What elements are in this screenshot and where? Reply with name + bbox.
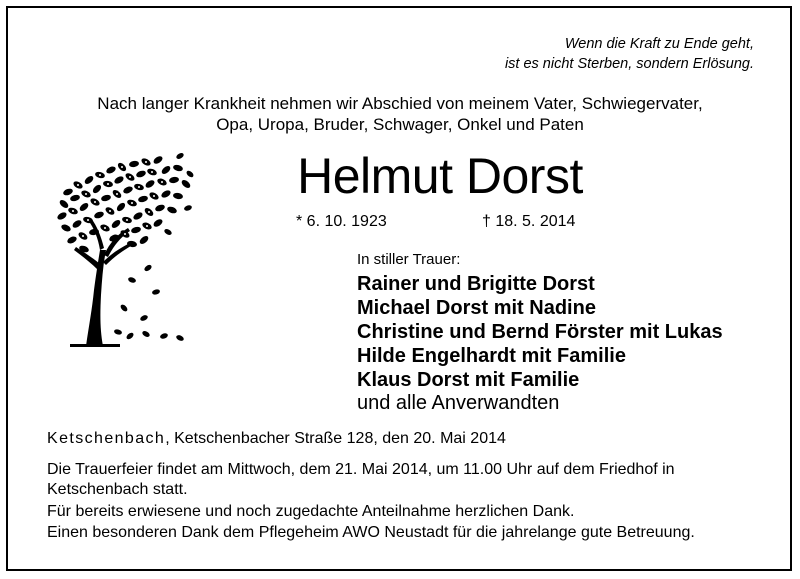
birth-date: * 6. 10. 1923 — [296, 213, 387, 230]
funeral-notice-line-2: Ketschenbach statt. — [47, 481, 188, 498]
mourner-name: Klaus Dorst mit Familie — [357, 369, 580, 391]
address-date: , Ketschenbacher Straße 128, den 20. Mai 2014 — [165, 430, 506, 447]
place-date-line — [47, 429, 506, 449]
deceased-name: Helmut Dorst — [297, 148, 583, 204]
motto-line-2: ist es nicht Sterben, sondern Erlösung. — [504, 56, 754, 72]
special-thanks-line: Einen besonderen Dank dem Pflegeheim AWO Neustadt für die jahrelange gute Betreuung. — [47, 524, 695, 541]
tree-with-falling-leaves-icon — [48, 150, 198, 350]
motto-line-1: Wenn die Kraft zu Ende geht, — [564, 36, 754, 52]
funeral-notice-line-1: Die Trauerfeier findet am Mittwoch, dem 21. Mai 2014, um 11.00 Uhr auf dem Friedhof in — [47, 461, 675, 478]
town-name: Ketschenbach — [47, 430, 166, 447]
mourners-intro: In stiller Trauer: — [357, 251, 461, 268]
thanks-line: Für bereits erwiesene und noch zugedachte Anteilnahme herzlichen Dank. — [47, 503, 575, 520]
mourner-name: Hilde Engelhardt mit Familie — [357, 345, 626, 367]
mourner-name: Michael Dorst mit Nadine — [357, 297, 596, 319]
intro-line-2: Opa, Uropa, Bruder, Schwager, Onkel und Paten — [216, 115, 584, 134]
relatives-line: und alle Anverwandten — [357, 392, 560, 414]
mourner-name: Christine und Bernd Förster mit Lukas — [357, 321, 723, 343]
death-date: † 18. 5. 2014 — [482, 213, 576, 230]
mourner-name: Rainer und Brigitte Dorst — [357, 273, 595, 295]
intro-line-1: Nach langer Krankheit nehmen wir Abschied von meinem Vater, Schwiegervater, — [97, 94, 703, 113]
